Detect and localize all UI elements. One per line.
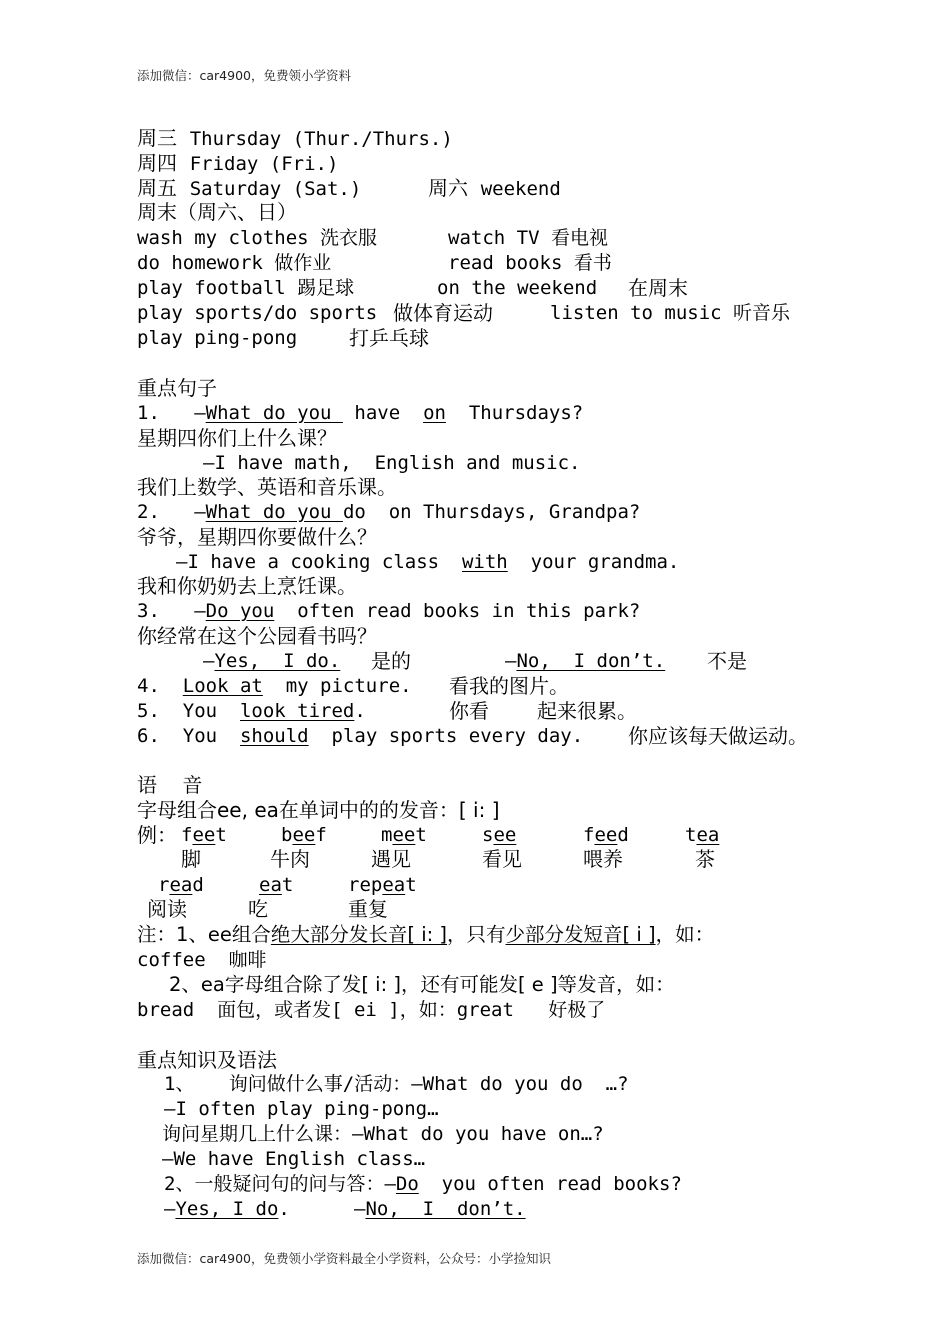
example-word-cn: 牛肉 bbox=[270, 847, 310, 871]
grammar-item: —We have English class… bbox=[162, 1148, 426, 1170]
sentence-6-cn: 你应该每天做运动。 bbox=[628, 724, 808, 748]
sentence-1 bbox=[137, 401, 583, 425]
underlined: ee bbox=[594, 824, 618, 846]
dash: — bbox=[203, 650, 215, 672]
example-word-cn: 脚 bbox=[181, 847, 201, 871]
page-header-note: 添加微信：car4900，免费领小学资料 bbox=[137, 68, 351, 83]
sentence-3-yes bbox=[203, 649, 340, 673]
grammar-item: 1、 询问做什么事/活动：—What do you do …? bbox=[164, 1073, 629, 1095]
section-title-phonics: 语 音 bbox=[137, 773, 203, 797]
sentence-2-answer-cn: 我和你奶奶去上烹饪课。 bbox=[137, 574, 357, 598]
text: t bbox=[281, 874, 294, 896]
example-word-cn: 吃 bbox=[248, 897, 268, 921]
underlined: ee bbox=[292, 824, 316, 846]
underlined: Do you bbox=[205, 600, 275, 622]
text: d bbox=[617, 824, 629, 846]
text: —I have a cooking class bbox=[176, 551, 462, 573]
phrase: play ping-pong bbox=[137, 327, 298, 349]
sentence-6 bbox=[137, 724, 583, 748]
underlined: Yes, I do bbox=[175, 1198, 279, 1220]
text: s bbox=[482, 824, 494, 846]
sentence-3-yes-cn: 是的 bbox=[371, 649, 411, 673]
sentence-5-cn: 你看 bbox=[449, 699, 489, 723]
text: You bbox=[182, 700, 240, 722]
day-weekend-line: 周末（周六、日） bbox=[137, 200, 297, 224]
dash: — bbox=[354, 1198, 366, 1220]
phrase-cn: 做体育运动 bbox=[393, 301, 493, 325]
example-word-cn: 遇见 bbox=[371, 847, 411, 871]
day-en: Thursday (Thur./Thurs.) bbox=[189, 128, 453, 150]
sentence-3-cn: 你经常在这个公园看书吗？ bbox=[137, 624, 377, 648]
example-word bbox=[685, 823, 719, 847]
example-word bbox=[158, 873, 204, 897]
text: f bbox=[315, 824, 327, 846]
text: 2、一般疑问句的问与答：— bbox=[164, 1173, 396, 1195]
sentence-1-answer-cn: 我们上数学、英语和音乐课。 bbox=[137, 475, 397, 499]
text: You bbox=[182, 725, 240, 747]
section-title-grammar: 重点知识及语法 bbox=[137, 1048, 277, 1072]
text: have bbox=[354, 402, 412, 424]
sentence-2-answer bbox=[176, 550, 679, 574]
text: r bbox=[158, 874, 170, 896]
example-word bbox=[381, 823, 427, 847]
day-thursday-line bbox=[137, 151, 338, 176]
example-word-cn: 看见 bbox=[482, 847, 522, 871]
underlined: ea bbox=[259, 874, 282, 896]
example-word bbox=[259, 873, 293, 897]
phrase: on the weekend bbox=[437, 277, 598, 299]
phrase: do homework 做作业 bbox=[137, 252, 332, 274]
underlined: ee bbox=[392, 824, 416, 846]
phrase: read books 看书 bbox=[448, 252, 612, 274]
underlined: Do bbox=[395, 1173, 419, 1195]
underlined: look tired bbox=[239, 700, 355, 722]
sentence-5 bbox=[137, 699, 366, 723]
sentence-2-cn: 爷爷，星期四你要做什么？ bbox=[137, 525, 377, 549]
phrase: play football 踢足球 bbox=[137, 277, 355, 299]
phonics-note-1-example: coffee 咖啡 bbox=[137, 949, 267, 971]
sentence-1-cn: 星期四你们上什么课？ bbox=[137, 426, 337, 450]
dash: — bbox=[194, 402, 206, 424]
sentence-4-cn: 看我的图片。 bbox=[449, 674, 569, 698]
grammar-item: —I often play ping-pong… bbox=[164, 1098, 439, 1120]
underlined: What do you bbox=[205, 501, 343, 523]
example-label: 例： bbox=[137, 823, 177, 847]
phrase: watch TV 看电视 bbox=[448, 227, 608, 249]
dash: — bbox=[194, 501, 206, 523]
phonics-note-2: 2、ea字母组合除了发[ i: ]，还有可能发[ e ]等发音，如： bbox=[169, 973, 675, 996]
sentence-2 bbox=[137, 500, 640, 524]
text: t bbox=[405, 874, 417, 896]
sentence-3-no bbox=[505, 649, 665, 673]
day-cn: 周六 bbox=[428, 176, 468, 200]
dash: — bbox=[164, 1198, 176, 1220]
text: m bbox=[381, 824, 393, 846]
text: my picture. bbox=[262, 675, 412, 697]
underlined: should bbox=[239, 725, 309, 747]
num: 5. bbox=[137, 700, 160, 722]
text: your grandma. bbox=[507, 551, 680, 573]
day-cn: 周三 bbox=[137, 126, 177, 150]
underlined: with bbox=[461, 551, 508, 573]
phrase: listen to music 听音乐 bbox=[550, 302, 791, 324]
example-word-cn: 喂养 bbox=[583, 847, 623, 871]
example-word bbox=[348, 873, 417, 897]
text: . bbox=[354, 700, 366, 722]
page-footer-note: 添加微信：car4900，免费领小学资料最全小学资料，公众号：小学捡知识 bbox=[137, 1251, 551, 1266]
example-word bbox=[181, 823, 227, 847]
grammar-yes bbox=[164, 1197, 290, 1221]
underlined: ea bbox=[382, 874, 406, 896]
phrase-cn: 打乒乓球 bbox=[349, 326, 429, 350]
text: often read books in this park? bbox=[274, 600, 641, 622]
day-en: weekend bbox=[480, 178, 561, 200]
section-title-sentences: 重点句子 bbox=[137, 376, 217, 400]
underlined: ee bbox=[192, 824, 216, 846]
day-wednesday-line bbox=[137, 126, 453, 151]
text: . bbox=[278, 1198, 290, 1220]
text: f bbox=[583, 824, 595, 846]
underlined: What do you bbox=[205, 402, 343, 424]
phrase-cn: 在周末 bbox=[628, 276, 688, 300]
example-word bbox=[281, 823, 327, 847]
num: 3. bbox=[137, 600, 160, 622]
day-saturday-line bbox=[428, 176, 561, 201]
dash: — bbox=[194, 600, 206, 622]
day-cn: 周五 bbox=[137, 176, 177, 200]
text: 注：1、ee组合 bbox=[137, 923, 271, 946]
phrase: play sports/do sports bbox=[137, 302, 378, 324]
phrase: wash my clothes 洗衣服 bbox=[137, 227, 378, 249]
sentence-1-answer: —I have math, English and music. bbox=[203, 452, 581, 474]
underlined: Yes, I do. bbox=[214, 650, 341, 672]
text: t bbox=[685, 824, 697, 846]
grammar-no bbox=[354, 1197, 526, 1221]
underlined: Look at bbox=[182, 675, 263, 697]
num: 4. bbox=[137, 675, 160, 697]
text: rep bbox=[348, 874, 383, 896]
example-word-cn: 茶 bbox=[695, 847, 715, 871]
sentence-5-cn: 起来很累。 bbox=[537, 699, 637, 723]
text: Thursdays? bbox=[468, 402, 584, 424]
underlined: 绝大部分发长音[ i: ] bbox=[270, 923, 448, 946]
underlined: on bbox=[423, 402, 446, 424]
grammar-item: 询问星期几上什么课：—What do you have on…? bbox=[162, 1123, 604, 1145]
text: ，只有 bbox=[447, 923, 506, 946]
phonics-note-1 bbox=[137, 923, 714, 947]
underlined: ea bbox=[169, 874, 193, 896]
sentence-3 bbox=[137, 599, 640, 623]
sentence-4 bbox=[137, 674, 412, 698]
text: you often read books? bbox=[418, 1173, 682, 1195]
underlined: ea bbox=[696, 824, 720, 846]
phonics-rule: 字母组合ee, ea在单词中的的发音：[ i: ] bbox=[137, 798, 500, 822]
day-en: Saturday (Sat.) bbox=[189, 178, 362, 200]
underlined: No, I don’t. bbox=[365, 1198, 526, 1220]
sentence-3-no-cn: 不是 bbox=[707, 649, 747, 673]
text: f bbox=[181, 824, 193, 846]
num: 1. bbox=[137, 402, 160, 424]
text: t bbox=[415, 824, 427, 846]
underlined: No, I don’t. bbox=[516, 650, 666, 672]
example-word bbox=[583, 823, 629, 847]
text: t bbox=[215, 824, 227, 846]
num: 6. bbox=[137, 725, 160, 747]
dash: — bbox=[505, 650, 517, 672]
text: d bbox=[192, 874, 204, 896]
text: play sports every day. bbox=[308, 725, 584, 747]
example-word-cn: 阅读 bbox=[147, 897, 187, 921]
text: do on Thursdays, Grandpa? bbox=[342, 501, 641, 523]
day-cn: 周四 bbox=[137, 151, 177, 175]
phonics-note-2-example: bread 面包，或者发[ ei ]，如：great 好极了 bbox=[137, 999, 606, 1021]
example-word-cn: 重复 bbox=[348, 897, 388, 921]
day-en: Friday (Fri.) bbox=[189, 153, 339, 175]
underlined: 少部分发短音[ i ] bbox=[505, 923, 656, 946]
grammar-item bbox=[164, 1172, 682, 1196]
example-word bbox=[482, 823, 516, 847]
underlined: ee bbox=[493, 824, 517, 846]
day-friday-line bbox=[137, 176, 361, 201]
text: b bbox=[281, 824, 293, 846]
num: 2. bbox=[137, 501, 160, 523]
text: ，如： bbox=[655, 923, 715, 946]
